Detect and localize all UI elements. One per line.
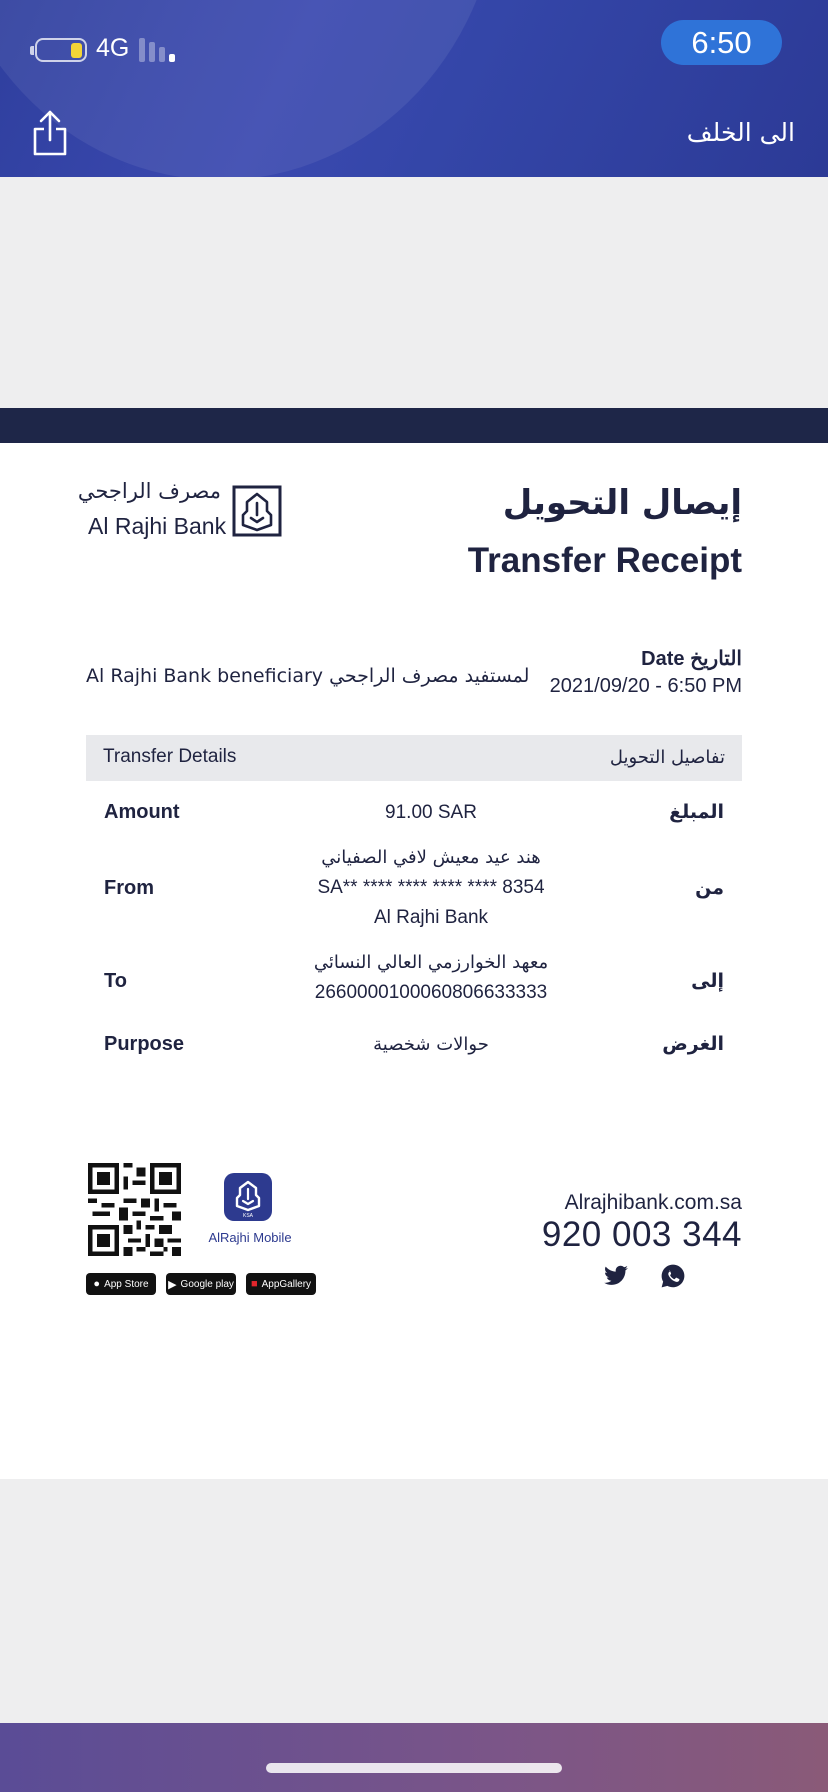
app-gallery-badge[interactable] bbox=[246, 1273, 316, 1295]
bottom-bar bbox=[0, 1723, 828, 1792]
from-label-arabic: من bbox=[695, 877, 724, 899]
home-indicator[interactable] bbox=[266, 1763, 562, 1773]
amount-text: 91.00 SAR bbox=[385, 802, 477, 823]
google-play-label: Google play bbox=[180, 1278, 234, 1290]
sender-name: هند عيد معيش لافي الصفياني bbox=[321, 847, 541, 868]
bank-logo bbox=[77, 479, 282, 539]
whatsapp-icon[interactable] bbox=[660, 1263, 686, 1289]
share-icon bbox=[30, 108, 70, 158]
details-header-arabic: تفاصيل التحويل bbox=[609, 747, 725, 768]
app-header bbox=[0, 0, 828, 177]
bank-name-arabic: مصرف الراجحي bbox=[77, 479, 221, 503]
app-store-label: App Store bbox=[104, 1278, 149, 1290]
receipt-top-band bbox=[0, 408, 828, 443]
from-label: From bbox=[104, 877, 154, 899]
app-badge-text: KSA bbox=[242, 1213, 254, 1219]
from-value bbox=[231, 843, 631, 933]
bank-name-english: Al Rajhi Bank bbox=[88, 513, 227, 539]
bank-phone[interactable]: 920 003 344 bbox=[541, 1215, 742, 1254]
app-gallery-label: AppGallery bbox=[261, 1278, 312, 1290]
status-time: 6:50 bbox=[661, 20, 782, 65]
alrajhi-mobile-app-icon[interactable] bbox=[224, 1173, 272, 1221]
app-gallery-icon: ■ bbox=[250, 1278, 258, 1290]
purpose-label-arabic: الغرض bbox=[662, 1033, 724, 1055]
sender-bank: Al Rajhi Bank bbox=[373, 907, 489, 928]
signal-strength-icon bbox=[139, 38, 179, 62]
transfer-date: 2021/09/20 - 6:50 PM bbox=[549, 675, 742, 697]
battery-icon bbox=[35, 38, 87, 62]
twitter-icon[interactable] bbox=[603, 1263, 629, 1289]
details-header-english: Transfer Details bbox=[103, 746, 237, 767]
bank-emblem-icon bbox=[232, 485, 282, 537]
qr-code-icon[interactable] bbox=[88, 1163, 181, 1256]
transfer-details-header bbox=[86, 735, 742, 781]
sender-account: SA** **** **** **** **** 8354 bbox=[317, 877, 545, 898]
google-play-icon: ▶ bbox=[168, 1278, 177, 1291]
beneficiary-type: Al Rajhi Bank beneficiary لمستفيد مصرف الراجحي bbox=[86, 665, 530, 687]
amount-value bbox=[231, 798, 631, 828]
receipt-title-arabic: إيصال التحويل bbox=[502, 483, 742, 523]
receipt-title-english: Transfer Receipt bbox=[467, 541, 742, 580]
network-type: 4G bbox=[96, 34, 130, 62]
share-button[interactable] bbox=[30, 108, 70, 158]
amount-label: Amount bbox=[104, 801, 180, 823]
purpose-label: Purpose bbox=[104, 1033, 185, 1055]
bank-emblem-icon bbox=[224, 1173, 272, 1221]
to-value bbox=[231, 948, 631, 1008]
purpose-text: حوالات شخصية bbox=[373, 1034, 489, 1055]
app-name: AlRajhi Mobile bbox=[208, 1230, 292, 1245]
date-label: Date التاريخ bbox=[641, 648, 742, 670]
status-bar bbox=[0, 0, 828, 96]
app-store-badge[interactable] bbox=[86, 1273, 156, 1295]
back-button[interactable]: الى الخلف bbox=[686, 118, 795, 147]
apple-icon: ● bbox=[93, 1278, 101, 1290]
recipient-name: معهد الخوارزمي العالي النسائي bbox=[313, 952, 549, 973]
google-play-badge[interactable] bbox=[166, 1273, 236, 1295]
amount-label-arabic: المبلغ bbox=[669, 801, 724, 823]
to-label-arabic: إلى bbox=[691, 970, 724, 992]
recipient-account: 2660000100060806633333 bbox=[314, 982, 548, 1003]
purpose-value bbox=[231, 1030, 631, 1060]
to-label: To bbox=[104, 970, 127, 992]
bank-website[interactable]: Alrajhibank.com.sa bbox=[564, 1191, 742, 1214]
transfer-receipt bbox=[0, 443, 828, 1479]
